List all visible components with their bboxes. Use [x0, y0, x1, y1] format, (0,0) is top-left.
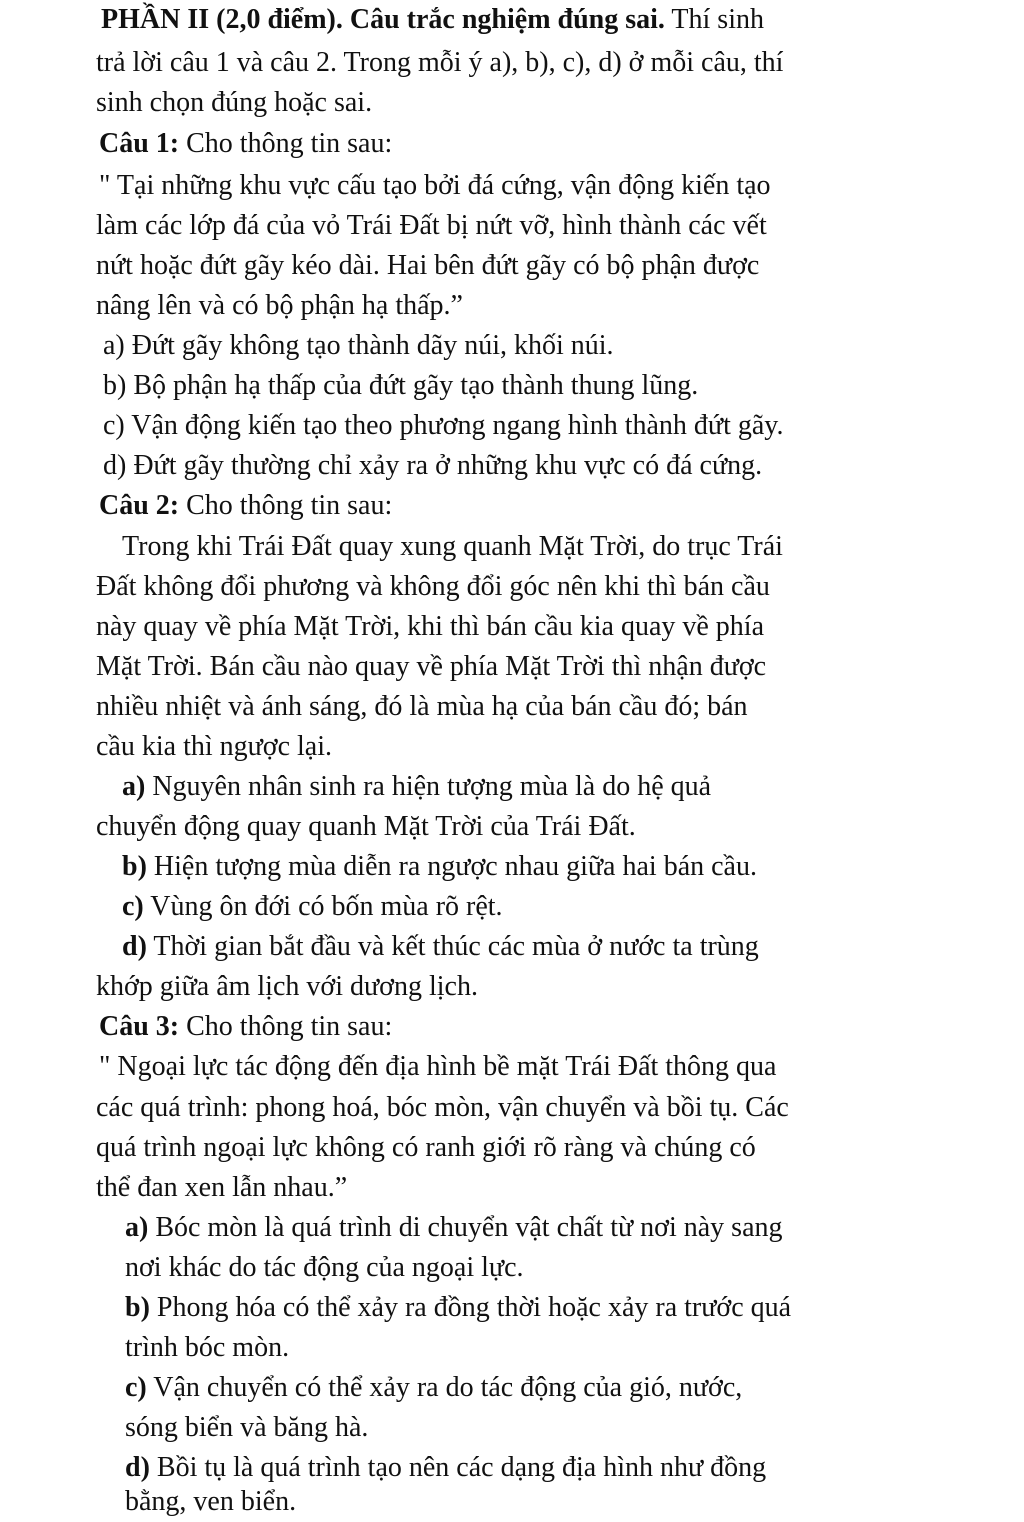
question-2-option-d-cont: khớp giữa âm lịch với dương lịch. [96, 971, 478, 1002]
option-key: d) [125, 1452, 150, 1483]
question-3-passage-line: quá trình ngoại lực không có ranh giới rõ ràng và chúng có [96, 1132, 756, 1163]
question-2-passage-line: nhiều nhiệt và ánh sáng, đó là mùa hạ của bán cầu đó; bán [96, 691, 748, 722]
option-key: c) [125, 1372, 147, 1403]
question-2-passage-line: này quay về phía Mặt Trời, khi thì bán cầu kia quay về phía [96, 611, 765, 642]
question-1-passage-line: " Tại những khu vực cấu tạo bởi đá cứng, vận động kiến tạo [99, 170, 771, 201]
question-2-option-d [122, 927, 759, 967]
question-3-option-c [125, 1368, 742, 1408]
question-1-label: Câu 1: [99, 128, 180, 159]
question-2-option-a [122, 767, 711, 807]
option-key: d) [122, 931, 147, 962]
question-2-passage-line: Mặt Trời. Bán cầu nào quay về phía Mặt Trời thì nhận được [96, 651, 767, 682]
option-text: Phong hóa có thể xảy ra đồng thời hoặc xảy ra trước quá [149, 1292, 792, 1323]
option-text: Nguyên nhân sinh ra hiện tượng mùa là do hệ quả [145, 771, 712, 802]
question-3-option-b-cont: trình bóc mòn. [125, 1332, 290, 1363]
question-2-passage-line: Đất không đổi phương và không đổi góc nên khi thì bán cầu [96, 571, 770, 602]
question-1-option-b: b) Bộ phận hạ thấp của đứt gãy tạo thành thung lũng. [103, 370, 699, 401]
question-2-option-b [122, 847, 757, 887]
question-1-intro: Cho thông tin sau: [179, 128, 393, 159]
option-text: Vận chuyển có thể xảy ra do tác động của gió, nước, [146, 1372, 743, 1403]
part-heading-line-3: sinh chọn đúng hoặc sai. [96, 87, 373, 118]
question-3-option-d-cont: bằng, ven biển. [125, 1486, 297, 1517]
option-text: Bóc mòn là quá trình di chuyển vật chất từ nơi này sang [148, 1212, 783, 1243]
question-3-option-a [125, 1208, 783, 1248]
question-3-heading [99, 1007, 392, 1047]
question-2-option-a-cont: chuyển động quay quanh Mặt Trời của Trái Đất. [96, 811, 636, 842]
question-3-label: Câu 3: [99, 1011, 180, 1042]
option-key: c) [122, 891, 144, 922]
question-1-heading [99, 124, 392, 164]
option-text: Hiện tượng mùa diễn ra ngược nhau giữa hai bán cầu. [146, 851, 757, 882]
question-1-passage-line: nứt hoặc đứt gãy kéo dài. Hai bên đứt gãy có bộ phận được [96, 250, 760, 281]
question-2-passage-line: cầu kia thì ngược lại. [96, 731, 333, 762]
question-2-heading [99, 486, 392, 526]
part-heading-title: PHẦN II (2,0 điểm). Câu trắc nghiệm đúng sai. [101, 4, 665, 35]
question-3-passage-line: " Ngoại lực tác động đến địa hình bề mặt Trái Đất thông qua [99, 1051, 777, 1082]
question-2-passage-line: Trong khi Trái Đất quay xung quanh Mặt Trời, do trục Trái [122, 531, 783, 562]
option-key: b) [125, 1292, 150, 1323]
question-1-option-d: d) Đứt gãy thường chỉ xảy ra ở những khu vực có đá cứng. [103, 450, 763, 481]
option-key: a) [122, 771, 146, 802]
question-1-passage-line: nâng lên và có bộ phận hạ thấp.” [96, 290, 463, 321]
question-3-intro: Cho thông tin sau: [179, 1011, 393, 1042]
part-heading-line-2: trả lời câu 1 và câu 2. Trong mỗi ý a), b), c), d) ở mỗi câu, thí [96, 47, 784, 78]
question-1-passage-line: làm các lớp đá của vỏ Trái Đất bị nứt vỡ, hình thành các vết [96, 210, 767, 241]
question-3-option-c-cont: sóng biển và băng hà. [125, 1412, 369, 1443]
option-key: b) [122, 851, 147, 882]
question-1-option-a: a) Đứt gãy không tạo thành dãy núi, khối núi. [103, 330, 614, 361]
question-2-intro: Cho thông tin sau: [179, 490, 393, 521]
question-2-option-c [122, 887, 503, 927]
option-text: Thời gian bắt đầu và kết thúc các mùa ở nước ta trùng [146, 931, 759, 962]
question-2-label: Câu 2: [99, 490, 180, 521]
part-heading-instructions: Thí sinh [664, 4, 764, 35]
question-3-option-a-cont: nơi khác do tác động của ngoại lực. [125, 1252, 524, 1283]
question-3-option-b [125, 1288, 791, 1328]
option-text: Bồi tụ là quá trình tạo nên các dạng địa hình như đồng [149, 1452, 767, 1483]
question-3-passage-line: các quá trình: phong hoá, bóc mòn, vận chuyển và bồi tụ. Các [96, 1092, 789, 1123]
option-text: Vùng ôn đới có bốn mùa rõ rệt. [143, 891, 503, 922]
question-1-option-c: c) Vận động kiến tạo theo phương ngang hình thành đứt gãy. [103, 410, 784, 441]
question-3-passage-line: thể đan xen lẫn nhau.” [96, 1172, 348, 1203]
option-key: a) [125, 1212, 149, 1243]
part-heading-line-1 [101, 0, 764, 40]
